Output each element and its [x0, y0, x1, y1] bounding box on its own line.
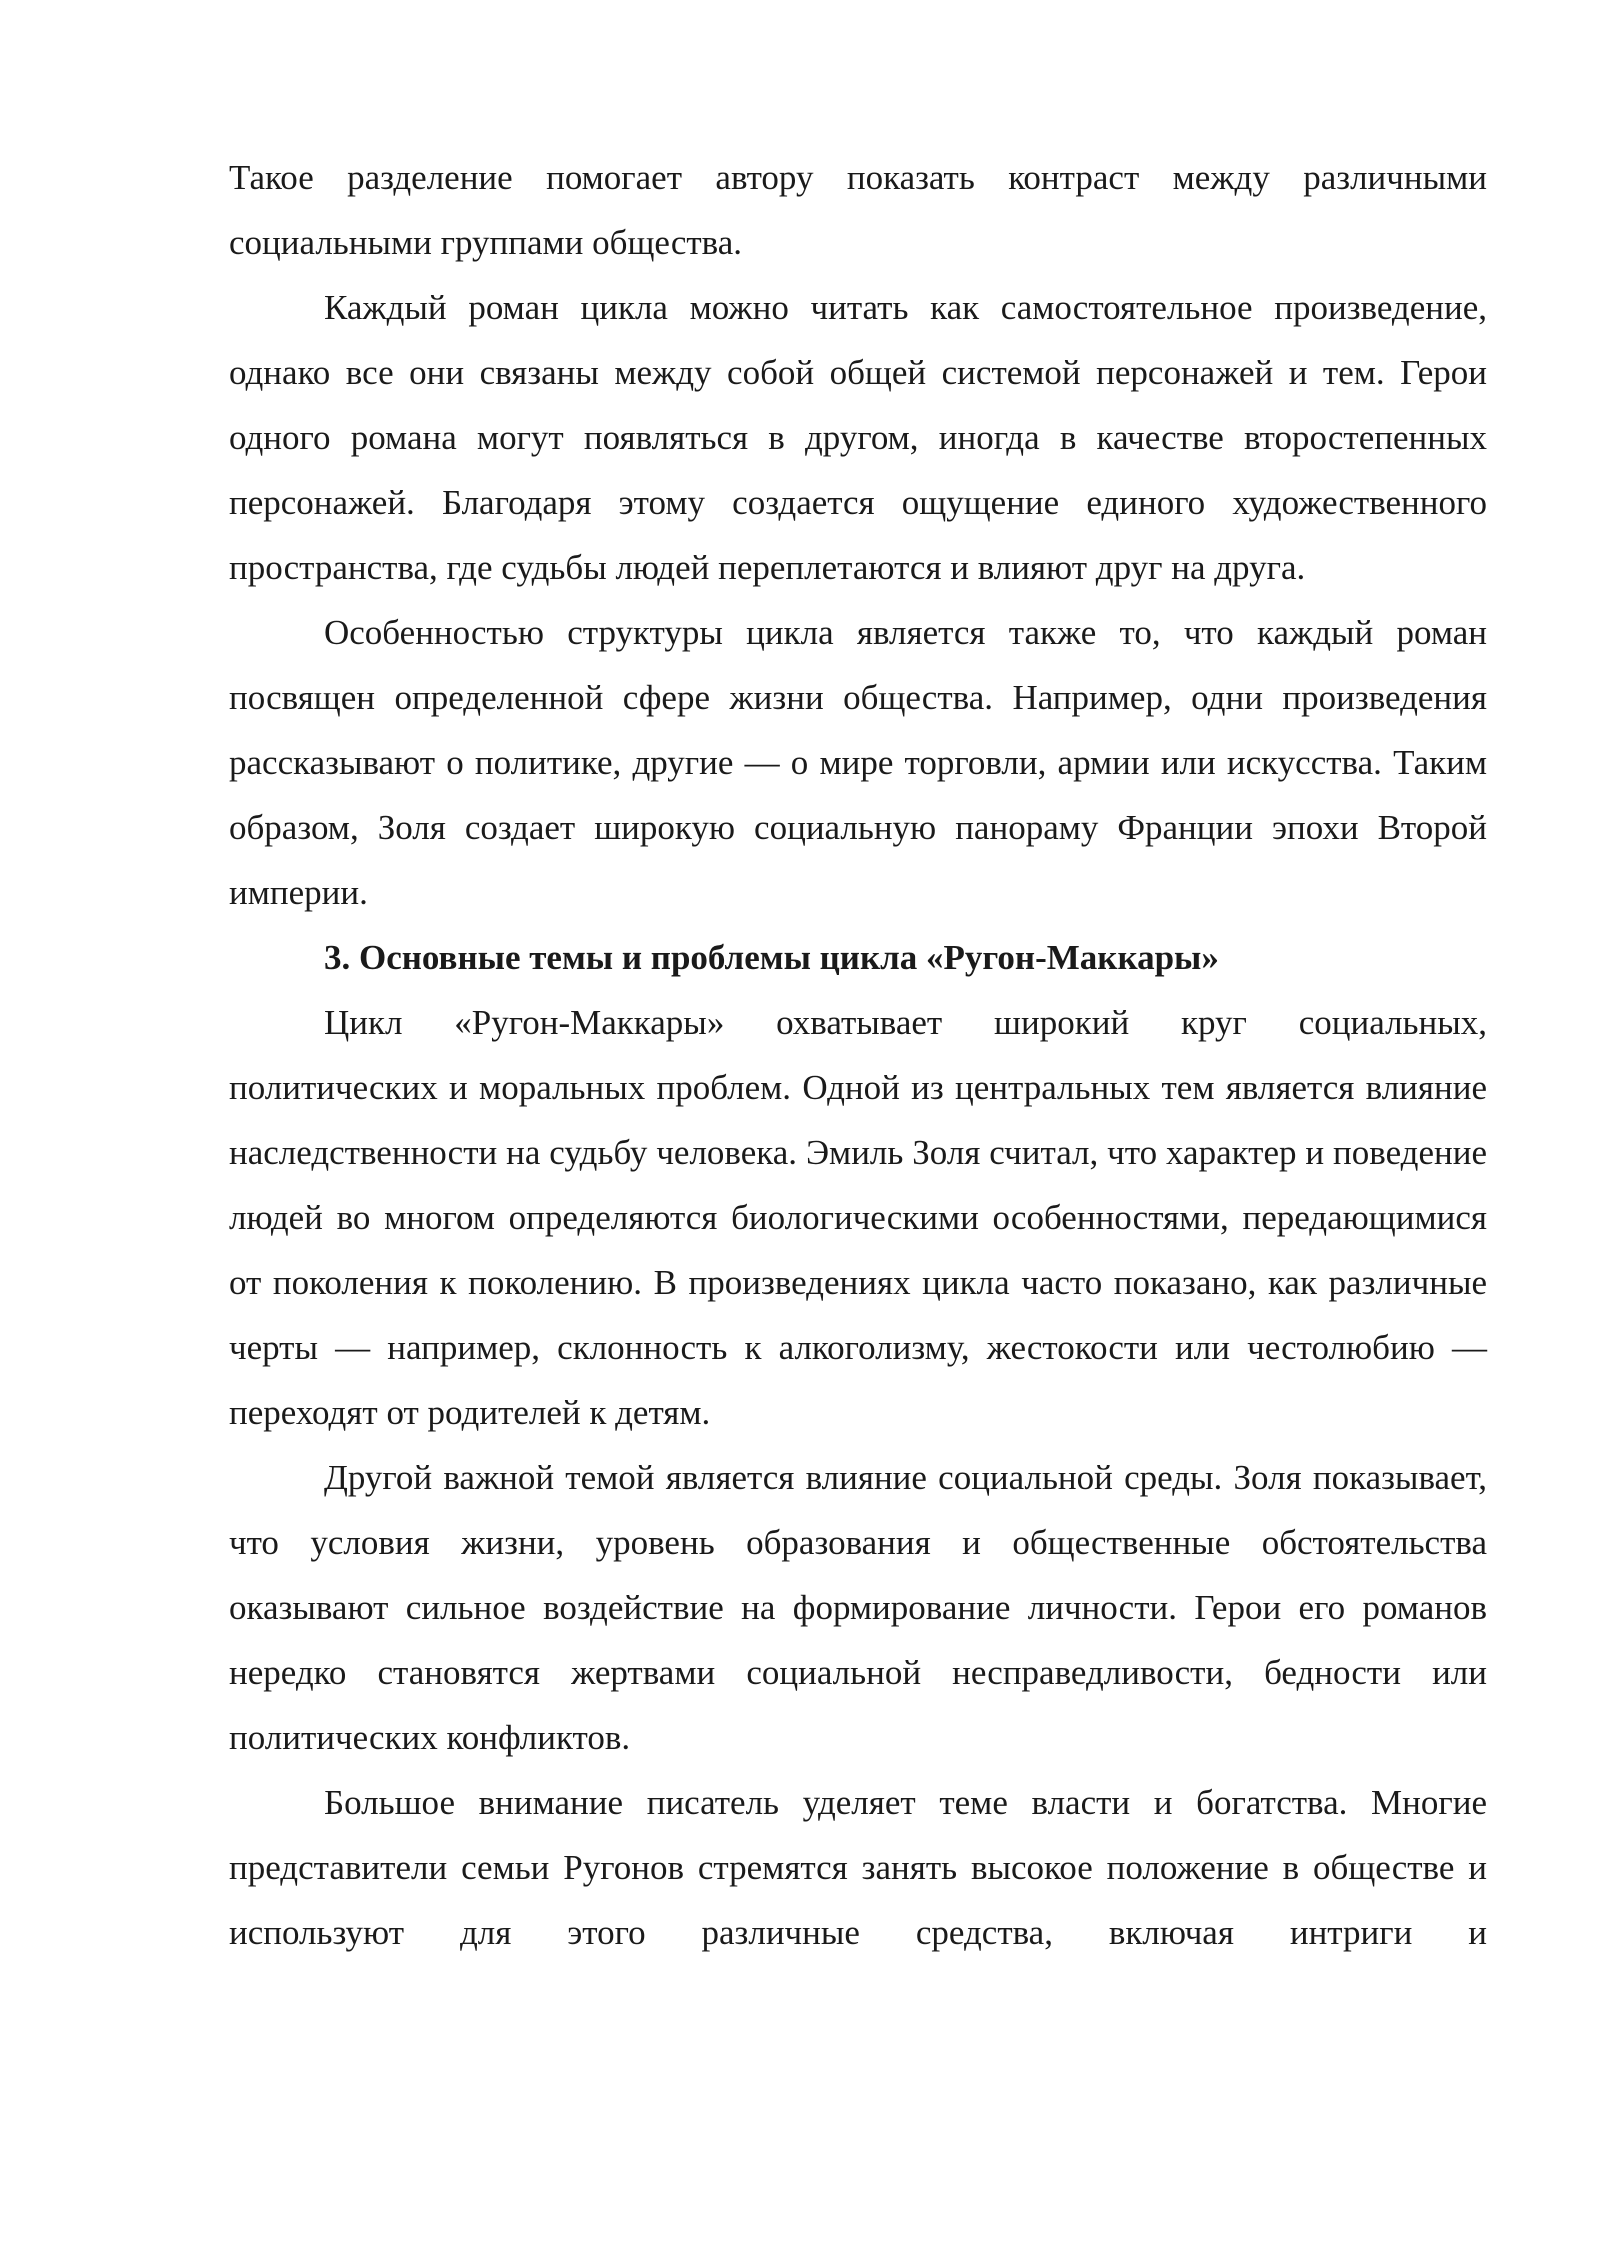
document-body: [229, 145, 1487, 1965]
section-heading: 3. Основные темы и проблемы цикла «Ругон-Маккары»: [324, 938, 1219, 977]
paragraph-2: Каждый роман цикла можно читать как самостоятельное произведение, однако все они связаны между собой общей системой персонажей и тем. Герои одного романа могут появляться в другом, иногда в качестве второстепенных персонажей. Благодаря этому создается ощущение единого художественного пространства, где судьбы людей переплетаются и влияют друг на друга.: [229, 288, 1487, 587]
paragraph-3: Особенностью структуры цикла является также то, что каждый роман посвящен определенной сфере жизни общества. Например, одни произведения рассказывают о политике, другие — о мире торговли, армии или искусства. Таким образом, Золя создает широкую социальную панораму Франции эпохи Второй империи.: [229, 613, 1487, 912]
paragraph-1: Такое разделение помогает автору показать контраст между различными социальными группами общества.: [229, 158, 1487, 262]
paragraph-6: Большое внимание писатель уделяет теме власти и богатства. Многие представители семьи Ругонов стремятся занять высокое положение в обществе и используют для этого различные средства, включая интриги и: [229, 1783, 1487, 1952]
paragraph-5: Другой важной темой является влияние социальной среды. Золя показывает, что условия жизни, уровень образования и общественные обстоятельства оказывают сильное воздействие на формирование личности. Герои его романов нередко становятся жертвами социальной несправедливости, бедности или политических конфликтов.: [229, 1458, 1487, 1757]
paragraph-4: Цикл «Ругон-Маккары» охватывает широкий круг социальных, политических и моральных проблем. Одной из центральных тем является влияние наследственности на судьбу человека. Эмиль Золя считал, что характер и поведение людей во многом определяются биологическими особенностями, передающимися от поколения к поколению. В произведениях цикла часто показано, как различные черты — например, склонность к алкоголизму, жестокости или честолюбию — переходят от родителей к детям.: [229, 1003, 1487, 1432]
